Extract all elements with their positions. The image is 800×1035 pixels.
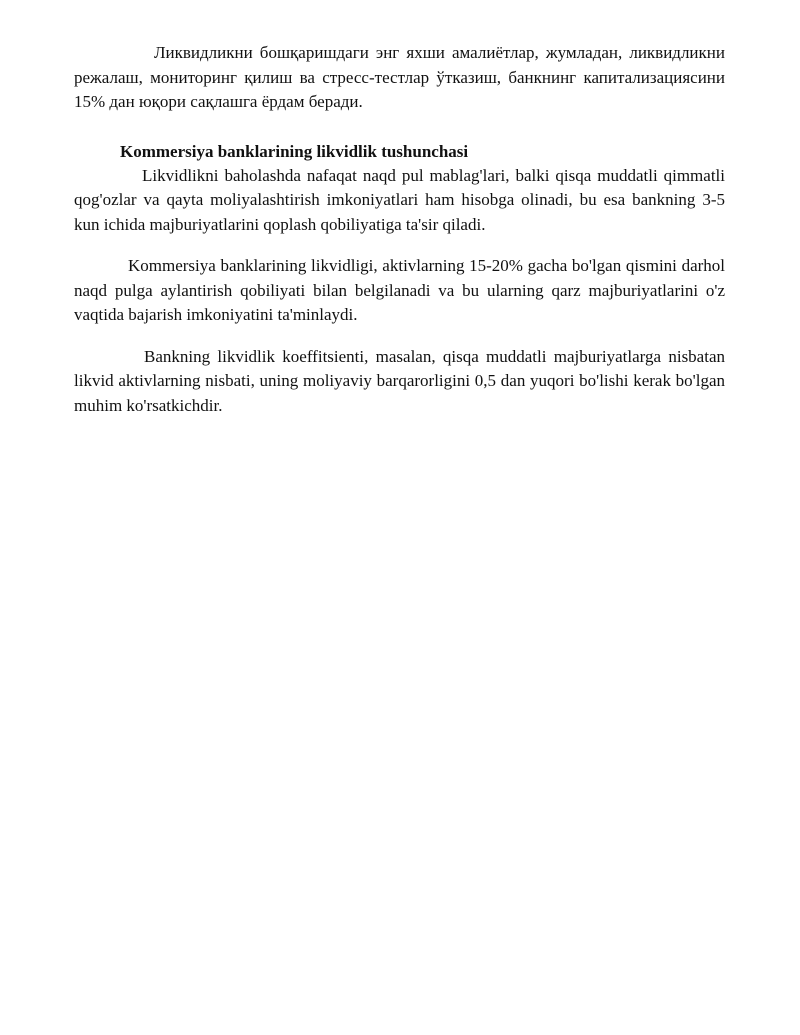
- section-heading: Kommersiya banklarining likvidlik tushunchasi: [120, 141, 469, 161]
- paragraph-liquidity-assessment: Likvidlikni baholashda nafaqat naqd pul mablag'lari, balki qisqa muddatli qimmatli qog'ozlar va qayta moliyalashtirish imkoniyatlari ham hisobga olinadi, bu esa bankning 3-5 kun ichida majburiyatlarini qoplash qobiliyatiga ta'sir qiladi.: [74, 165, 725, 234]
- paragraph-liquidity-ratio: Bankning likvidlik koeffitsienti, masalan, qisqa muddatli majburiyatlarga nisbatan likvid aktivlarning nisbati, uning moliyaviy barqarorligini 0,5 dan yuqori bo'lishi kerak bo'lgan muhim ko'rsatkichdir.: [74, 346, 725, 415]
- paragraph-bank-liquidity: Kommersiya banklarining likvidligi, aktivlarning 15-20% gacha bo'lgan qismini darhol naqd pulga aylantirish qobiliyati bilan belgilanadi va bu ularning qarz majburiyatlarini o'z vaqtida bajarish imkoniyatini ta'minlaydi.: [74, 256, 725, 324]
- document-page: [74, 41, 725, 418]
- paragraph-best-practices: Ликвидликни бошқаришдаги энг яхши амалиётлар, жумладан, ликвидликни режалаш, мониторинг қилиш ва стресс-тестлар ўтказиш, банкнинг капитализациясини 15% дан юқори сақлашга ёрдам беради.: [74, 43, 725, 111]
